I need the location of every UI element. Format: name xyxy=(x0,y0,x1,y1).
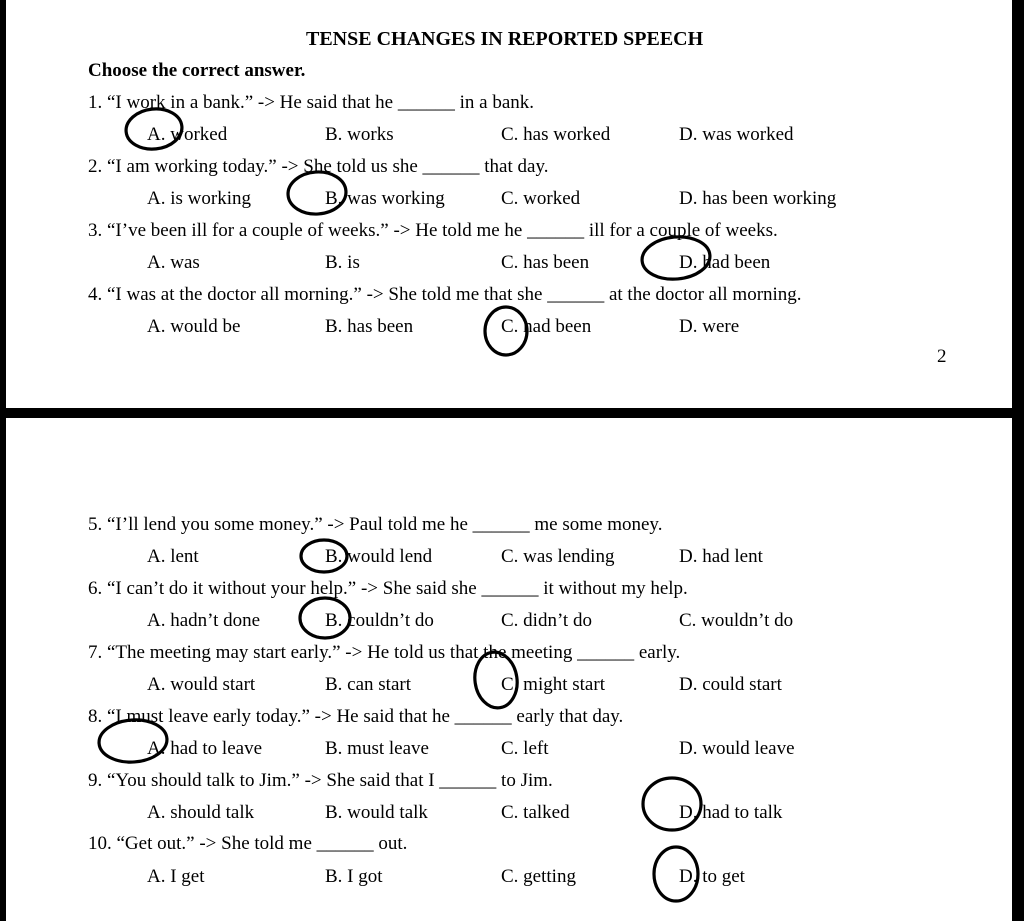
question-1-prompt: 1. “I work in a bank.” -> He said that he ______ in a bank. xyxy=(88,92,535,113)
question-6-option-a[interactable]: A. hadn’t done xyxy=(147,610,261,631)
question-3-option-a[interactable]: A. was xyxy=(147,252,200,273)
question-1-option-d[interactable]: D. was worked xyxy=(679,124,794,145)
question-10-prompt: 10. “Get out.” -> She told me ______ out. xyxy=(88,833,408,854)
question-1-option-a[interactable]: A. worked xyxy=(147,124,228,145)
question-5-prompt: 5. “I’ll lend you some money.” -> Paul told me he ______ me some money. xyxy=(88,514,663,535)
question-3-option-d[interactable]: D. had been xyxy=(679,252,771,273)
question-9-option-c[interactable]: C. talked xyxy=(501,802,570,823)
question-10-option-d[interactable]: D. to get xyxy=(679,866,745,887)
question-8-option-a[interactable]: A. had to leave xyxy=(147,738,263,759)
question-1-option-b[interactable]: B. works xyxy=(325,124,394,145)
question-5-option-c[interactable]: C. was lending xyxy=(501,546,615,567)
question-4-option-a[interactable]: A. would be xyxy=(147,316,241,337)
question-5-option-d[interactable]: D. had lent xyxy=(679,546,763,567)
question-7-option-a[interactable]: A. would start xyxy=(147,674,256,695)
question-6-prompt: 6. “I can’t do it without your help.” -> She said she ______ it without my help. xyxy=(88,578,688,599)
question-8-option-c[interactable]: C. left xyxy=(501,738,549,759)
instruction-text: Choose the correct answer. xyxy=(88,60,306,81)
question-7-prompt: 7. “The meeting may start early.” -> He told us that the meeting ______ early. xyxy=(88,642,681,663)
question-5-option-b[interactable]: B. would lend xyxy=(325,546,433,567)
question-10-option-c[interactable]: C. getting xyxy=(501,866,576,887)
question-5-option-a[interactable]: A. lent xyxy=(147,546,199,567)
question-8-option-d[interactable]: D. would leave xyxy=(679,738,795,759)
question-4-prompt: 4. “I was at the doctor all morning.” -> She told me that she ______ at the doctor all morning. xyxy=(88,284,802,305)
question-2-option-a[interactable]: A. is working xyxy=(147,188,251,209)
question-7-option-c[interactable]: C. might start xyxy=(501,674,605,695)
question-1-option-c[interactable]: C. has worked xyxy=(501,124,611,145)
question-8-prompt: 8. “I must leave early today.” -> He said that he ______ early that day. xyxy=(88,706,624,727)
question-6-option-b[interactable]: B. couldn’t do xyxy=(325,610,434,631)
left-border xyxy=(0,0,6,921)
question-9-option-d[interactable]: D. had to talk xyxy=(679,802,783,823)
page-number: 2 xyxy=(937,346,947,367)
question-3-option-b[interactable]: B. is xyxy=(325,252,360,273)
question-6-option-d[interactable]: C. wouldn’t do xyxy=(679,610,794,631)
question-2-option-b[interactable]: B. was working xyxy=(325,188,445,209)
question-6-option-c[interactable]: C. didn’t do xyxy=(501,610,592,631)
question-2-option-d[interactable]: D. has been working xyxy=(679,188,837,209)
question-4-option-c[interactable]: C. had been xyxy=(501,316,592,337)
question-3-option-c[interactable]: C. has been xyxy=(501,252,590,273)
question-9-prompt: 9. “You should talk to Jim.” -> She said that I ______ to Jim. xyxy=(88,770,553,791)
question-9-option-a[interactable]: A. should talk xyxy=(147,802,255,823)
question-7-option-b[interactable]: B. can start xyxy=(325,674,412,695)
question-2-prompt: 2. “I am working today.” -> She told us she ______ that day. xyxy=(88,156,549,177)
question-10-option-a[interactable]: A. I get xyxy=(147,866,205,887)
question-2-option-c[interactable]: C. worked xyxy=(501,188,581,209)
question-7-option-d[interactable]: D. could start xyxy=(679,674,782,695)
question-8-option-b[interactable]: B. must leave xyxy=(325,738,429,759)
worksheet-title: TENSE CHANGES IN REPORTED SPEECH xyxy=(306,28,704,50)
page-divider xyxy=(0,408,1024,418)
question-4-option-b[interactable]: B. has been xyxy=(325,316,414,337)
question-3-prompt: 3. “I’ve been ill for a couple of weeks.” -> He told me he ______ ill for a couple of weeks. xyxy=(88,220,778,241)
question-10-option-b[interactable]: B. I got xyxy=(325,866,383,887)
question-9-option-b[interactable]: B. would talk xyxy=(325,802,428,823)
right-border xyxy=(1012,0,1024,921)
question-4-option-d[interactable]: D. were xyxy=(679,316,740,337)
